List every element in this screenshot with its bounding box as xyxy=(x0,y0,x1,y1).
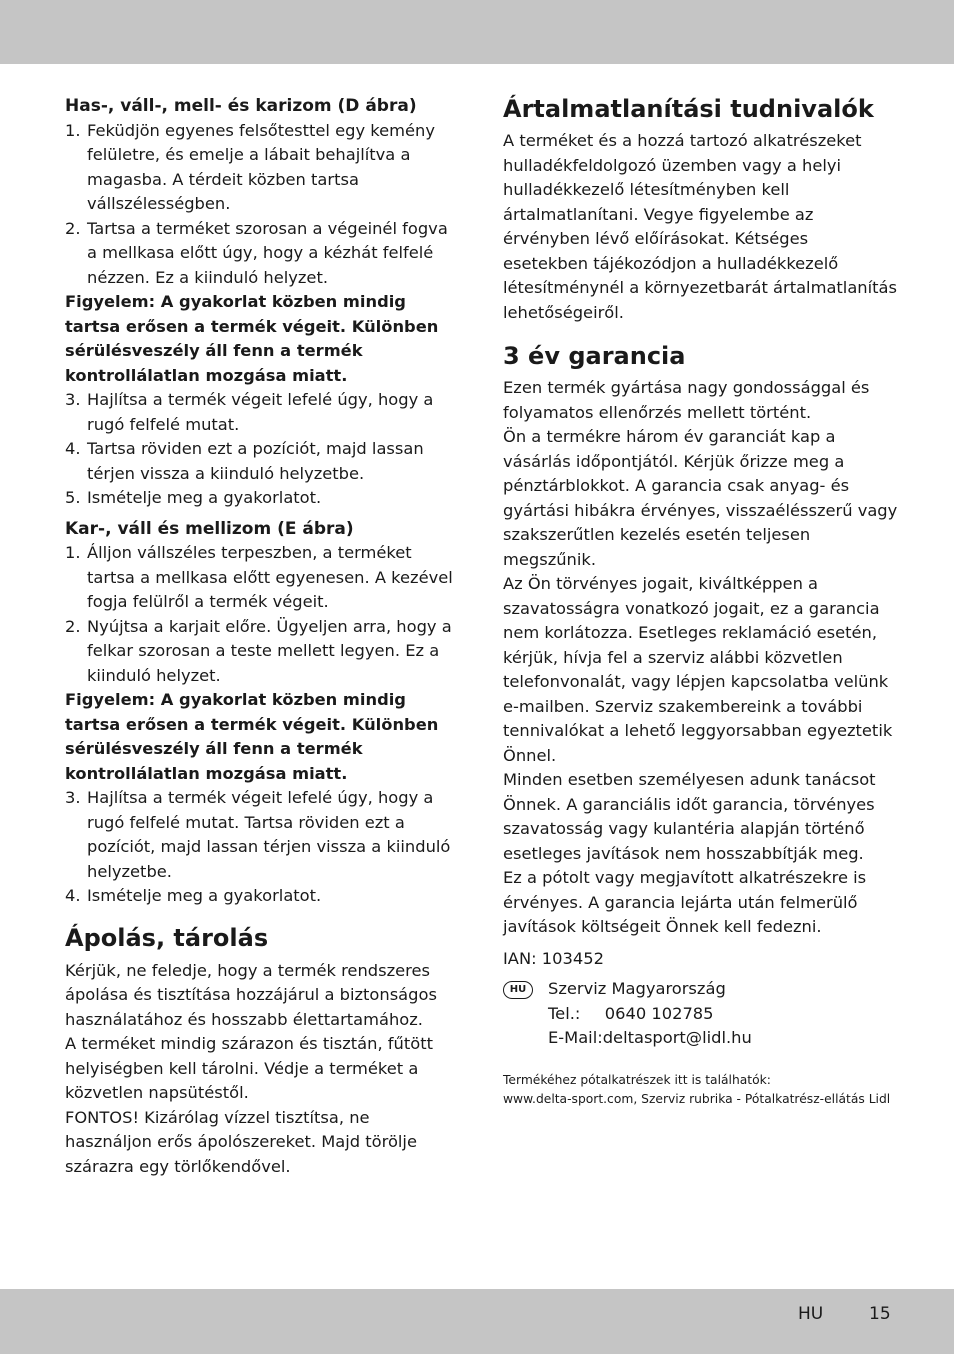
service-details xyxy=(548,977,752,1051)
service-name: Szerviz Magyarország xyxy=(548,979,726,998)
left-column xyxy=(65,94,460,1179)
list-item: 2. Nyújtsa a karjait előre. Ügyeljen arra, hogy a felkar szorosan a teste mellett legyen. Ez a kiinduló helyzet. xyxy=(65,616,452,685)
care-paragraph-1: Kérjük, ne feledje, hogy a termék rendszeres ápolása és tisztítása hozzájárul a biztonságos használatához és hosszabb élettartamához. xyxy=(65,960,437,1029)
spare-parts-line-1: Termékéhez pótalkatrészek itt is találhatók: xyxy=(503,1072,771,1087)
spare-parts-line-2: www.delta-sport.com, Szerviz rubrika - Pótalkatrész-ellátás Lidl xyxy=(503,1091,891,1106)
section-title-e: Kar-, váll és mellizom (E ábra) xyxy=(65,518,354,539)
disposal-text: A terméket és a hozzá tartozó alkatrészeket hulladékfeldolgozó üzemben vagy a helyi hulladékkezelő létesítményben kell ártalmatlanítani. Vegye figyelembe az érvényben lévő előírásokat. Kétséges esetekben tájékozódjon a hulladékkezelő létesítménynél a környezetbarát ártalmatlanítás lehetőségeiről. xyxy=(503,131,897,322)
care-paragraph-2: A terméket mindig szárazon és tisztán, fűtött helyiségben kell tárolni. Védje a terméket a közvetlen napsütéstől. xyxy=(65,1034,433,1102)
warranty-paragraph-5: Ez a pótolt vagy megjavított alkatrészekre is érvényes. A garancia lejárta után felmerülő javítások költségeit Önnek kell fedezni. xyxy=(503,868,867,936)
warranty-paragraph-3: Az Ön törvényes jogait, kiváltképpen a szavatosságra vonatkozó jogait, ez a garancia nem korlátozza. Esetleges reklamáció esetén, kérjük, hívja fel a szerviz alábbi közvetlen telefonvonalát, vagy lépjen kapcsolatba velünk e-mailben. Szerviz szakembereink a további tennivalókat a lehető leggyorsabban egyeztetik Önnel. xyxy=(503,574,893,765)
list-item: 3. Hajlítsa a termék végeit lefelé úgy, hogy a rugó felfelé mutat. xyxy=(65,390,434,434)
phone-number: 0640 102785 xyxy=(604,1003,714,1023)
list-item: 5. Ismételje meg a gyakorlatot. xyxy=(65,488,322,507)
footer-language: HU xyxy=(798,1304,824,1324)
care-heading: Ápolás, tárolás xyxy=(65,923,269,952)
section-title-d: Has-, váll-, mell- és karizom (D ábra) xyxy=(65,96,417,116)
list-item: 1. Álljon vállszéles terpeszben, a terméket tartsa a mellkasa előtt egyenesen. A kezével fogja felülről a termék végeit. xyxy=(65,543,453,611)
warranty-paragraph-4: Minden esetben személyesen adunk tanácsot Önnek. A garanciális időt garancia, törvényes szavatosság vagy kulantéria alapján történő esetleges javítások nem hosszabbítják meg. xyxy=(503,770,876,863)
warranty-heading: 3 év garancia xyxy=(503,342,686,370)
service-phone xyxy=(548,1002,752,1027)
service-contact xyxy=(503,977,898,1051)
list-item: 1. Feküdjön egyenes felsőtesttel egy kemény felületre, és emelje a lábait behajlítva a magasba. A térdeit közben tartsa vállszélességben. xyxy=(65,120,435,213)
steps-d-1 xyxy=(65,119,460,291)
service-email: E-Mail:deltasport@lidl.hu xyxy=(548,1028,752,1047)
country-badge: HU xyxy=(503,981,533,999)
ian-number: IAN: 103452 xyxy=(503,948,604,968)
spare-parts-note xyxy=(503,1071,898,1109)
phone-label: Tel.: xyxy=(548,1003,581,1023)
warranty-paragraph-2: Ön a termékre három év garanciát kap a vásárlás időpontjától. Kérjük őrizze meg a pénztárblokkot. A garancia csak anyag- és gyártási hibákra érvényes, visszaélésszerű vagy szakszerűtlen kezelés esetén teljesen megszűnik. xyxy=(503,427,898,569)
page-number: 15 xyxy=(869,1304,891,1324)
steps-e-2 xyxy=(65,786,460,909)
list-item: 2. Tartsa a terméket szorosan a végeinél fogva a mellkasa előtt úgy, hogy a kézhát felfelé nézzen. Ez a kiinduló helyzet. xyxy=(65,218,448,287)
warning-d: Figyelem: A gyakorlat közben mindig tartsa erősen a termék végeit. Különben sérülésveszély áll fenn a termék kontrollálatlan mozgása miatt. xyxy=(65,292,439,385)
steps-d-2 xyxy=(65,388,460,511)
list-item: 4. Tartsa röviden ezt a pozíciót, majd lassan térjen vissza a kiinduló helyzetbe. xyxy=(65,439,424,483)
disposal-heading: Ártalmatlanítási tudnivalók xyxy=(503,95,874,123)
list-item: 4. Ismételje meg a gyakorlatot. xyxy=(65,886,322,905)
warning-e: Figyelem: A gyakorlat közben mindig tartsa erősen a termék végeit. Különben sérülésveszély áll fenn a termék kontrollálatlan mozgása miatt. xyxy=(65,690,439,783)
header-band xyxy=(0,0,954,64)
steps-e-1 xyxy=(65,541,460,688)
list-item: 3. Hajlítsa a termék végeit lefelé úgy, hogy a rugó felfelé mutat. Tartsa röviden ezt a pozíciót, majd lassan térjen vissza a kiinduló helyzetbe. xyxy=(65,788,451,881)
right-column xyxy=(503,94,898,1109)
care-paragraph-3: FONTOS! Kizárólag vízzel tisztítsa, ne használjon erős ápolószereket. Majd törölje szárazra egy törlőkendővel. xyxy=(65,1107,417,1176)
warranty-paragraph-1: Ezen termék gyártása nagy gondossággal és folyamatos ellenőrzés mellett történt. xyxy=(503,378,870,422)
